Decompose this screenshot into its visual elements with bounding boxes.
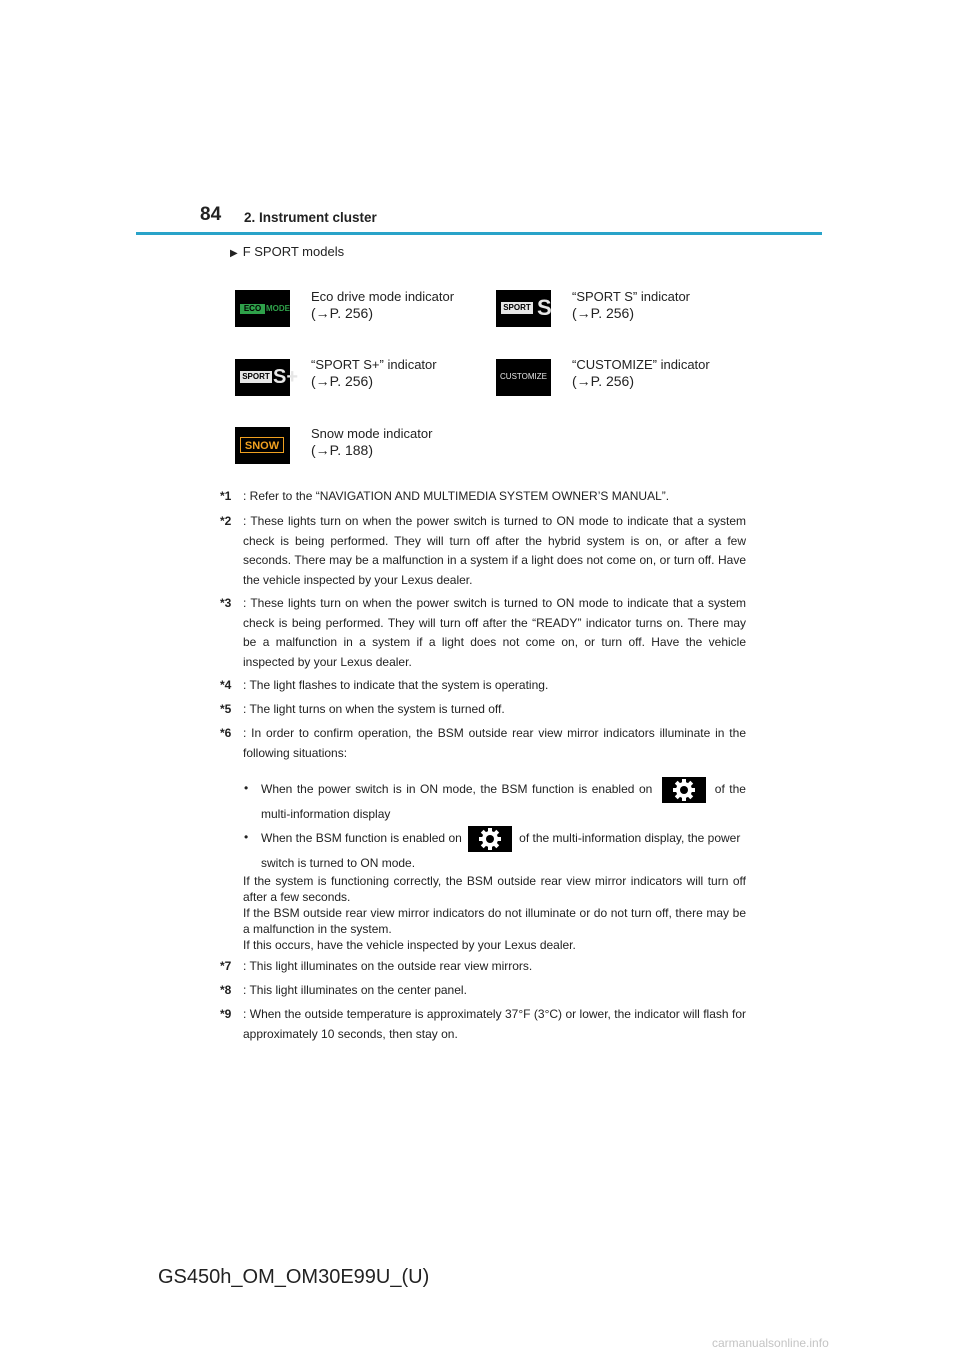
triangle-bullet-icon: ▶ <box>230 248 238 259</box>
sport-s-indicator-icon: SPORT S <box>496 290 551 327</box>
footnote-8: $^{*8}$ : This light illuminates on the center panel. <box>220 983 467 997</box>
customize-indicator-text: “CUSTOMIZE” indicator (→P. 256) <box>572 357 710 389</box>
footnote-4: $^{*4}$ : The light flashes to indicate that the system is operating. <box>220 678 549 692</box>
footnote-7: $^{*7}$ : This light illuminates on the outside rear view mirrors. <box>220 959 533 973</box>
section-title: 2. Instrument cluster <box>244 210 377 225</box>
sport-splus-indicator-icon: SPORT S+ <box>235 359 290 396</box>
customize-indicator-icon: CUSTOMIZE <box>496 359 551 396</box>
paragraph: If the BSM outside rear view mirror indicators do not illuminate or do not turn off, there may be a malfunction in the system. <box>243 906 746 936</box>
eco-mode-indicator-icon: ECO MODE <box>235 290 290 327</box>
paragraph: If this occurs, have the vehicle inspected by your Lexus dealer. <box>243 938 576 952</box>
footnote-9: $^{*9}$ : When the outside temperature is approximately 37°F (3°C) or lower, the indicator will flash for approximately 10 seconds, then stay on. <box>220 1007 746 1041</box>
gear-icon <box>468 826 512 852</box>
header-rule <box>136 232 822 235</box>
page-number: 84 <box>200 204 222 225</box>
snow-mode-indicator-icon: SNOW <box>235 427 290 464</box>
sport-s-indicator-text: “SPORT S” indicator (→P. 256) <box>572 289 691 321</box>
footnote-3: $^{*3}$ : These lights turn on when the power switch is turned to ON mode to indicate that a system check is being performed. They will turn off after the “READY” indicator turns on. There may be a malfunction in a system if a light does not come on, or turn off. Have the vehicle inspected by your Lexus dealer. <box>220 596 746 669</box>
eco-mode-indicator-text: Eco drive mode indicator (→P. 256) <box>311 289 455 321</box>
watermark: carmanualsonline.info <box>712 1336 829 1350</box>
bullet-item: • When the power switch is in ON mode, the BSM function is enabled on of the multi-information display <box>244 777 746 825</box>
paragraph: If the system is functioning correctly, the BSM outside rear view mirror indicators will turn off after a few seconds. <box>243 874 746 904</box>
sport-splus-indicator-text: “SPORT S+” indicator (→P. 256) <box>311 357 437 389</box>
footnote-6: $^{*6}$ : In order to confirm operation, the BSM outside rear view mirror indicators illuminate in the following situations: <box>220 726 746 760</box>
footnote-1: $^{*1}$ : Refer to the “NAVIGATION AND MULTIMEDIA SYSTEM OWNER’S MANUAL”. <box>220 489 670 503</box>
document-code: GS450h_OM_OM30E99U_(U) <box>158 1266 430 1288</box>
model-label-text: F SPORT models <box>242 244 345 259</box>
snow-mode-indicator-text: Snow mode indicator (→P. 188) <box>311 426 433 458</box>
gear-icon <box>662 777 706 803</box>
footnote-2: $^{*2}$ : These lights turn on when the power switch is turned to ON mode to indicate that a system check is being performed. They will turn off after the hybrid system is on, or after a few seconds. There may be a malfunction in a system if a light does not come on, or turn off. Have the vehicle inspected by your Lexus dealer. <box>220 514 746 587</box>
model-label <box>230 244 344 259</box>
bullet-item: • When the BSM function is enabled on of the multi-information display, the power switch is turned to ON mode. <box>244 826 746 874</box>
footnote-5: $^{*5}$ : The light turns on when the system is turned off. <box>220 702 505 716</box>
